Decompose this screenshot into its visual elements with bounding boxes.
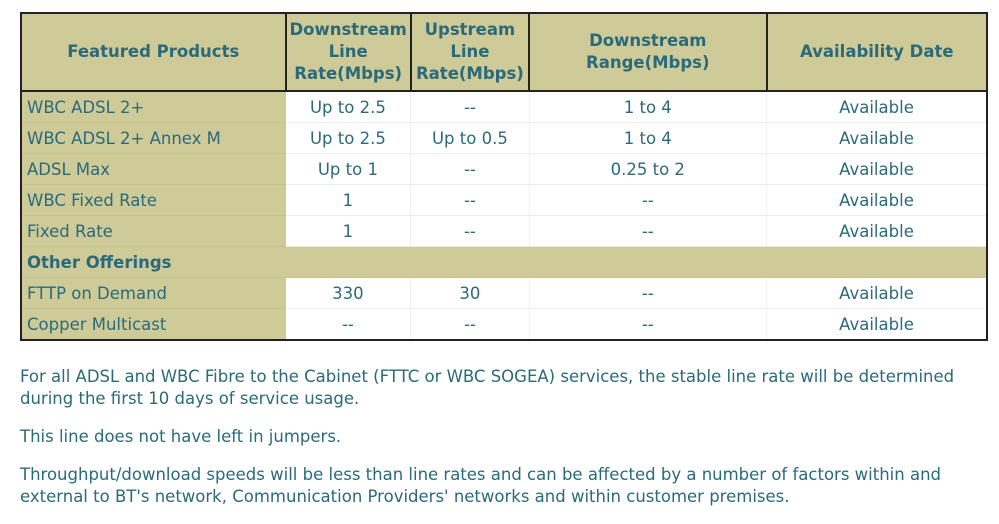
upstream-rate: -- <box>411 185 529 216</box>
header-availability-date: Availability Date <box>767 13 987 91</box>
notes-section <box>20 366 980 524</box>
downstream-rate: Up to 1 <box>286 154 411 185</box>
note-jumpers: This line does not have left in jumpers. <box>20 427 342 446</box>
product-name: ADSL Max <box>21 154 286 185</box>
header-downstream-range: Downstream Range(Mbps) <box>529 13 766 91</box>
downstream-rate: 1 <box>286 216 411 247</box>
table-row <box>21 309 987 341</box>
downstream-rate: -- <box>286 309 411 341</box>
header-downstream-line-rate: Downstream Line Rate(Mbps) <box>286 13 411 91</box>
downstream-rate: Up to 2.5 <box>286 123 411 154</box>
note-throughput: Throughput/download speeds will be less than line rates and can be affected by a number of factors within and external to BT's network, Communication Providers' networks and within customer premises. <box>20 465 942 506</box>
upstream-rate: -- <box>411 154 529 185</box>
upstream-rate: -- <box>411 216 529 247</box>
downstream-range: -- <box>529 216 766 247</box>
downstream-rate: Up to 2.5 <box>286 91 411 123</box>
downstream-range: 1 to 4 <box>529 123 766 154</box>
downstream-rate: 1 <box>286 185 411 216</box>
availability: Available <box>839 314 914 334</box>
table-row <box>21 91 987 123</box>
upstream-rate: 30 <box>411 278 529 309</box>
upstream-rate: -- <box>411 91 529 123</box>
downstream-range: -- <box>529 185 766 216</box>
header-upstream-line-rate: Upstream Line Rate(Mbps) <box>411 13 529 91</box>
section-row-other-offerings <box>21 247 987 278</box>
downstream-range: 1 to 4 <box>529 91 766 123</box>
upstream-rate: -- <box>411 309 529 341</box>
availability: Available <box>767 216 987 247</box>
table-row <box>21 185 987 216</box>
table-row <box>21 154 987 185</box>
note-line-rate: For all ADSL and WBC Fibre to the Cabinet (FTTC or WBC SOGEA) services, the stable line rate will be determined during the first 10 days of service usage. <box>20 367 955 408</box>
table-row <box>21 278 987 309</box>
products-table <box>20 12 988 341</box>
table-row <box>21 123 987 154</box>
product-name: WBC ADSL 2+ Annex M <box>21 123 286 154</box>
availability: Available <box>767 154 987 185</box>
header-featured-products: Featured Products <box>21 13 286 91</box>
upstream-rate: Up to 0.5 <box>411 123 529 154</box>
section-label: Other Offerings <box>21 247 987 278</box>
table-row <box>21 216 987 247</box>
availability: Available <box>767 123 987 154</box>
availability: Available <box>767 278 987 309</box>
downstream-range: -- <box>529 309 766 341</box>
product-name: Fixed Rate <box>21 216 286 247</box>
product-name: Copper Multicast <box>21 309 286 341</box>
table-header-row <box>21 13 987 91</box>
downstream-range: 0.25 to 2 <box>529 154 766 185</box>
product-name: WBC ADSL 2+ <box>21 91 286 123</box>
downstream-rate: 330 <box>286 278 411 309</box>
availability: Available <box>767 91 987 123</box>
product-name: WBC Fixed Rate <box>21 185 286 216</box>
product-name: FTTP on Demand <box>21 278 286 309</box>
availability: Available <box>767 185 987 216</box>
downstream-range: -- <box>529 278 766 309</box>
